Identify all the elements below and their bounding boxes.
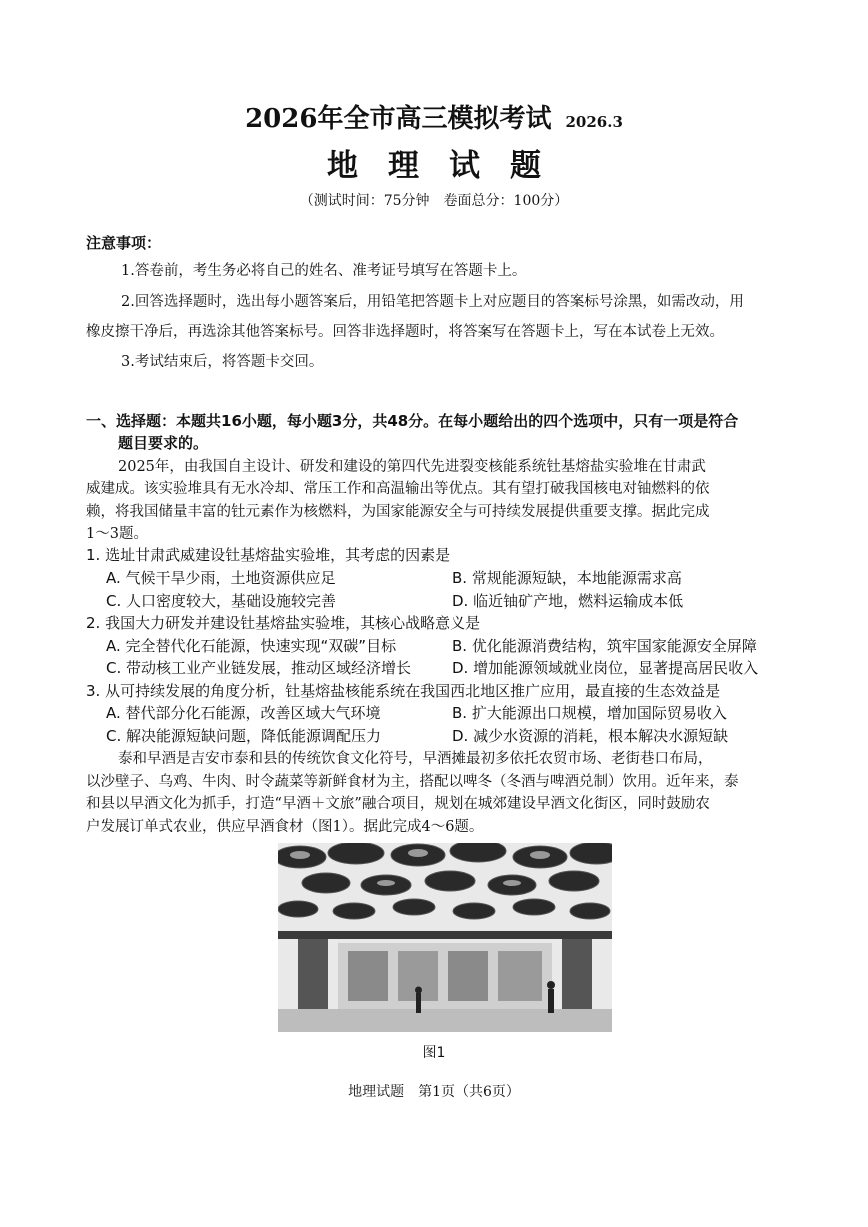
umbrella-street-image: [278, 843, 612, 1032]
passage-line: 以沙壁子、乌鸡、牛肉、时令蔬菜等新鲜食材为主，搭配以啤冬（冬酒与啤酒兑制）饮用。近年来，泰: [86, 774, 739, 790]
option-b: B. 优化能源消费结构，筑牢国家能源安全屏障: [452, 637, 757, 655]
question-stem: 2. 我国大力研发并建设钍基熔盐实验堆，其核心战略意义是: [86, 614, 481, 632]
exam-title: [0, 98, 868, 135]
passage-line: 赖，将我国储量丰富的钍元素作为核燃料，为国家能源安全与可持续发展提供重要支撑。据此完成: [86, 504, 710, 520]
section-heading-cont: 题目要求的。: [118, 434, 209, 452]
page-footer: 地理试题 第1页（共6页）: [348, 1084, 520, 1100]
option-b: B. 扩大能源出口规模，增加国际贸易收入: [452, 704, 727, 722]
passage-line: 2025年，由我国自主设计、研发和建设的第四代先进裂变核能系统钍基熔盐实验堆在甘肃武: [118, 459, 706, 475]
section-heading: 一、选择题：本题共16小题，每小题3分，共48分。在每小题给出的四个选项中，只有一项是符合: [86, 412, 739, 430]
exam-meta: （测试时间：75分钟 卷面总分：100分）: [299, 193, 569, 209]
note-line: 橡皮擦干净后，再选涂其他答案标号。回答非选择题时，将答案写在答题卡上，写在本试卷上无效。: [86, 324, 724, 340]
passage-line: 和县以早酒文化为抓手，打造“早酒＋文旅”融合项目，规划在城郊建设早酒文化街区，同时鼓励农: [86, 796, 710, 812]
option-d: D. 临近铀矿产地，燃料运输成本低: [452, 592, 684, 610]
notes-heading: 注意事项：: [86, 234, 162, 252]
option-a: A. 替代部分化石能源，改善区域大气环境: [106, 704, 381, 722]
option-c: C. 带动核工业产业链发展，推动区域经济增长: [106, 659, 412, 677]
figure-photo: [278, 843, 612, 1032]
option-a: A. 气候干旱少雨，土地资源供应足: [106, 569, 336, 587]
question-stem: 1. 选址甘肃武威建设钍基熔盐实验堆，其考虑的因素是: [86, 546, 451, 564]
passage-line: 1～3题。: [86, 526, 148, 542]
exam-title-text: 2026年全市高三模拟考试: [245, 104, 552, 134]
note-line: 1.答卷前，考生务必将自己的姓名、准考证号填写在答题卡上。: [121, 263, 527, 279]
exam-date: 2026.3: [565, 113, 623, 131]
option-d: D. 增加能源领域就业岗位，显著提高居民收入: [452, 659, 759, 677]
option-a: A. 完全替代化石能源，快速实现“双碳”目标: [106, 637, 397, 655]
option-b: B. 常规能源短缺，本地能源需求高: [452, 569, 682, 587]
option-c: C. 解决能源短缺问题，降低能源调配压力: [106, 727, 382, 745]
note-line: 3.考试结束后，将答题卡交回。: [121, 354, 324, 370]
passage-line: 户发展订单式农业，供应早酒食材（图1）。据此完成4～6题。: [86, 819, 484, 835]
subject-title: 地理试题: [327, 148, 571, 184]
question-stem: 3. 从可持续发展的角度分析，钍基熔盐核能系统在我国西北地区推广应用，最直接的生态效益是: [86, 682, 721, 700]
option-c: C. 人口密度较大，基础设施较完善: [106, 592, 337, 610]
note-line: 2.回答选择题时，选出每小题答案后，用铅笔把答题卡上对应题目的答案标号涂黑，如需改动，用: [121, 294, 744, 310]
figure-caption: 图1: [422, 1045, 446, 1061]
option-d: D. 减少水资源的消耗，根本解决水源短缺: [452, 727, 729, 745]
passage-line: 威建成。该实验堆具有无水冷却、常压工作和高温输出等优点。其有望打破我国核电对铀燃料的依: [86, 481, 710, 497]
passage-line: 泰和早酒是吉安市泰和县的传统饮食文化符号，早酒摊最初多依托农贸市场、老街巷口布局，: [118, 751, 713, 767]
